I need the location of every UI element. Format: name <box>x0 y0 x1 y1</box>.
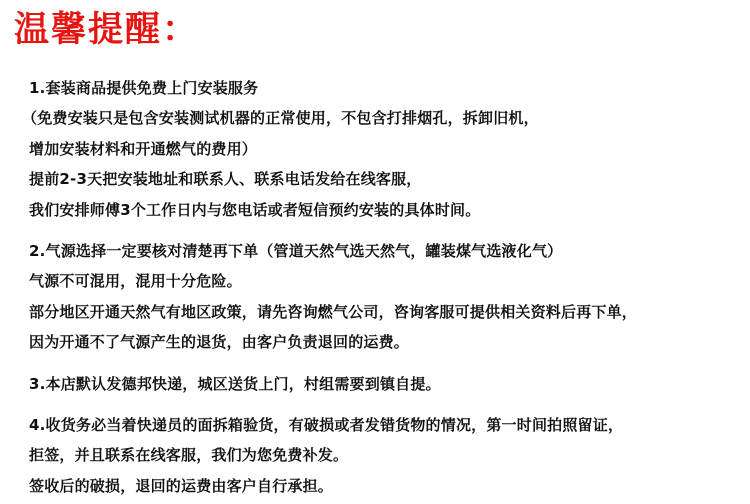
notice-1-line: （免费安装只是包含安装测试机器的正常使用，不包含打排烟孔，拆卸旧机， <box>22 109 539 127</box>
notice-3-heading: 3.本店默认发德邦快递，城区送货上门，村组需要到镇自提。 <box>29 375 441 393</box>
notice-2-line: 气源不可混用，混用十分危险。 <box>29 272 242 290</box>
notice-1-line: 提前2-3天把安装地址和联系人、联系电话发给在线客服， <box>29 170 422 188</box>
notice-4-heading: 4.收货务必当着快递员的面拆箱验货，有破损或者发错货物的情况，第一时间拍照留证， <box>29 416 624 434</box>
notice-2-line: 部分地区开通天然气有地区政策，请先咨询燃气公司，咨询客服可提供相关资料后再下单， <box>29 303 638 321</box>
notice-4-line: 拒签，并且联系在线客服，我们为您免费补发。 <box>29 446 349 464</box>
notice-1-heading: 1.套装商品提供免费上门安装服务 <box>29 79 259 97</box>
page-title: 温馨提醒： <box>14 10 200 50</box>
notice-1-line: 我们安排师傅3个工作日内与您电话或者短信预约安装的具体时间。 <box>29 201 481 219</box>
notice-2-line: 因为开通不了气源产生的退货，由客户负责退回的运费。 <box>29 333 410 351</box>
notice-2-heading: 2.气源选择一定要核对清楚再下单（管道天然气选天然气，罐装煤气选液化气） <box>29 242 563 260</box>
notice-1-line: 增加安装材料和开通燃气的费用） <box>29 140 258 158</box>
notice-4-line: 签收后的破损，退回的运费由客户自行承担。 <box>29 477 334 495</box>
